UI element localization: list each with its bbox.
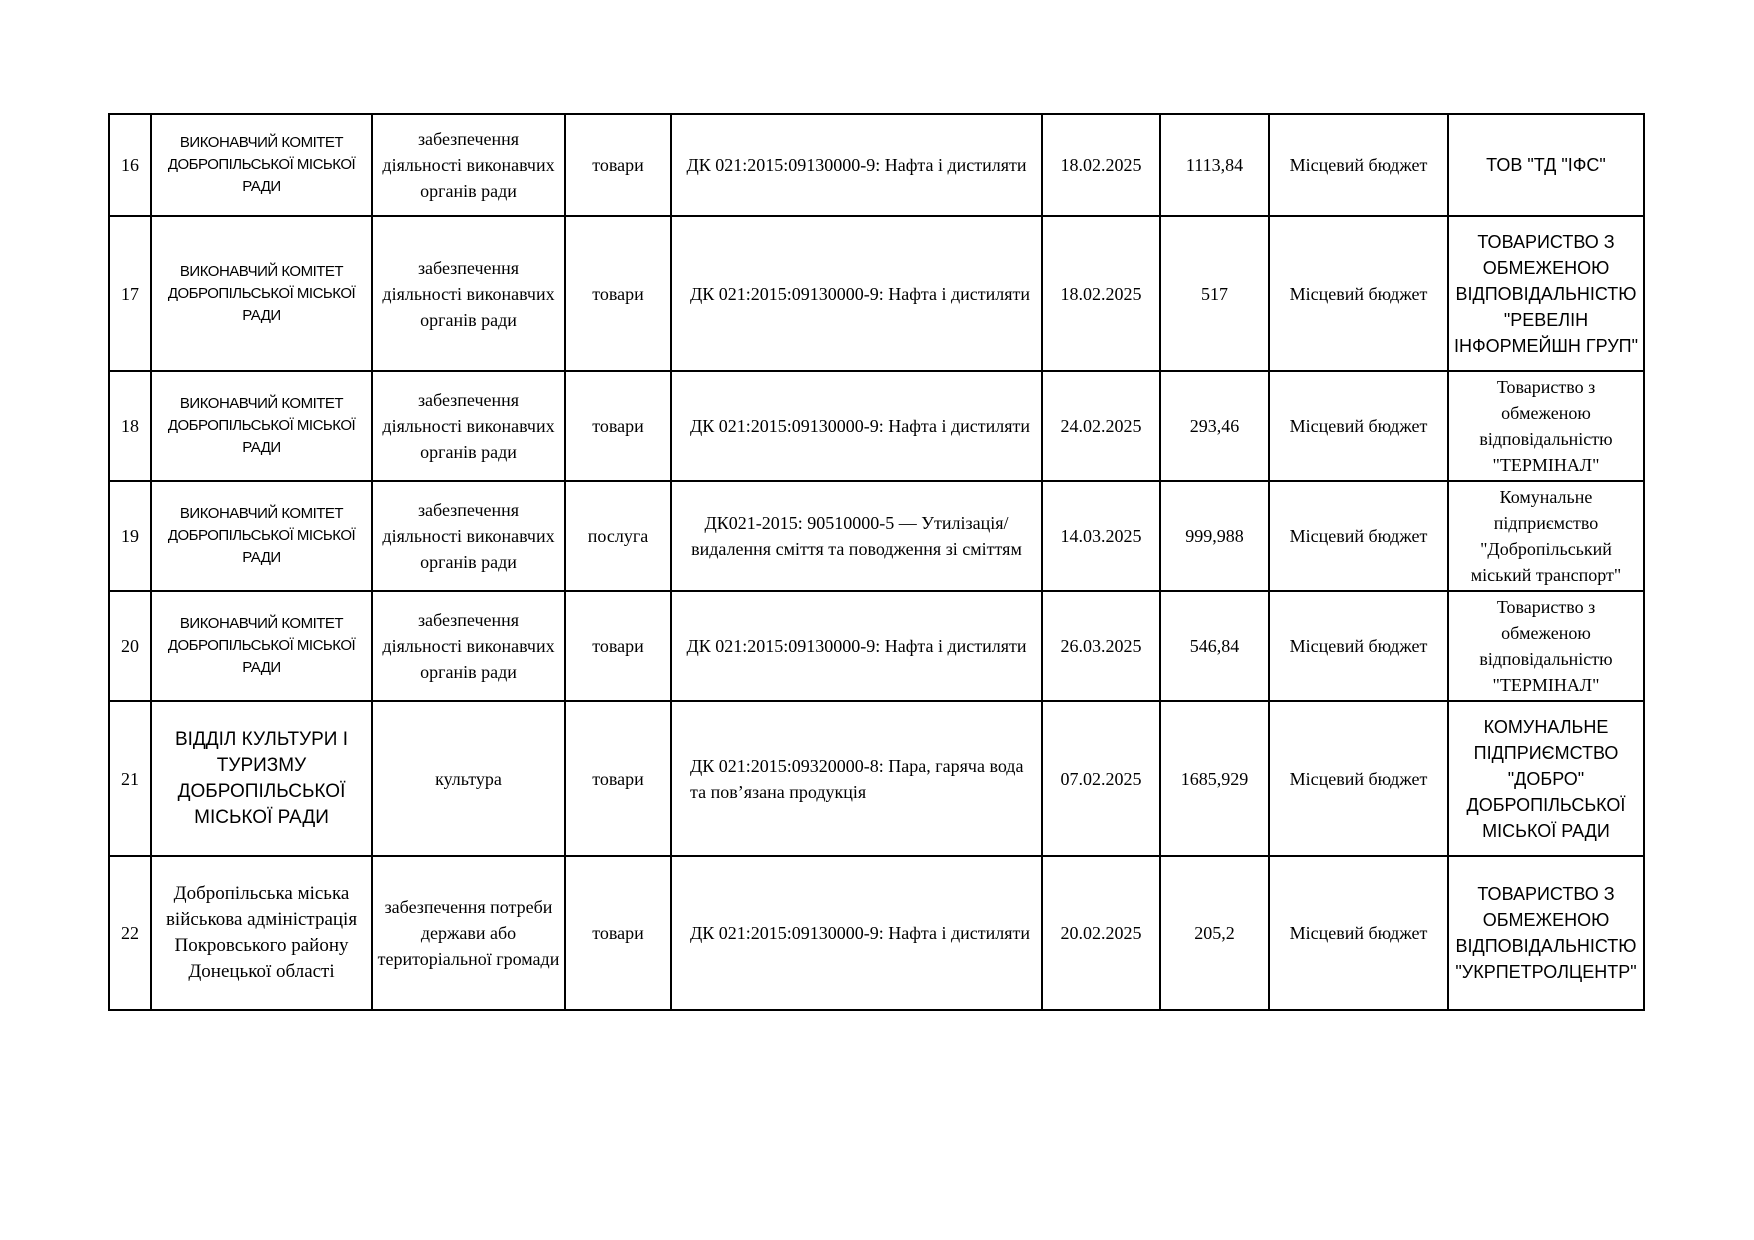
amount-cell: 517 [1160,216,1269,371]
date-cell: 14.03.2025 [1042,481,1160,591]
dk-code-cell: ДК 021:2015:09320000-8: Пара, гаряча вода та пов’язана продукція [671,701,1042,856]
type-cell: товари [565,216,671,371]
type-cell: товари [565,701,671,856]
purpose-cell: забезпечення діяльності виконавчих органів ради [372,591,565,701]
row-number: 18 [109,371,151,481]
table-row [109,856,1644,1010]
funding-cell: Місцевий бюджет [1269,856,1448,1010]
row-number: 17 [109,216,151,371]
funding-cell: Місцевий бюджет [1269,371,1448,481]
type-cell: товари [565,114,671,216]
organization-cell: ВІДДІЛ КУЛЬТУРИ І ТУРИЗМУ ДОБРОПІЛЬСЬКОЇ МІСЬКОЇ РАДИ [151,701,372,856]
funding-cell: Місцевий бюджет [1269,114,1448,216]
type-cell: товари [565,371,671,481]
purpose-cell: забезпечення діяльності виконавчих органів ради [372,481,565,591]
type-cell: послуга [565,481,671,591]
dk-code-cell: ДК 021:2015:09130000-9: Нафта і дистиляти [671,856,1042,1010]
supplier-cell: ТОВ "ТД "ІФС" [1448,114,1644,216]
table-row [109,371,1644,481]
supplier-cell: Комунальне підприємство "Добропільський міський транспорт" [1448,481,1644,591]
date-cell: 24.02.2025 [1042,371,1160,481]
amount-cell: 1113,84 [1160,114,1269,216]
supplier-cell: ТОВАРИСТВО З ОБМЕЖЕНОЮ ВІДПОВІДАЛЬНІСТЮ "РЕВЕЛІН ІНФОРМЕЙШН ГРУП" [1448,216,1644,371]
supplier-cell: Товариство з обмеженою відповідальністю "ТЕРМІНАЛ" [1448,591,1644,701]
dk-code-cell: ДК 021:2015:09130000-9: Нафта і дистиляти [671,591,1042,701]
amount-cell: 546,84 [1160,591,1269,701]
supplier-cell: КОМУНАЛЬНЕ ПІДПРИЄМСТВО "ДОБРО" ДОБРОПІЛЬСЬКОЇ МІСЬКОЇ РАДИ [1448,701,1644,856]
table-row [109,481,1644,591]
funding-cell: Місцевий бюджет [1269,216,1448,371]
date-cell: 07.02.2025 [1042,701,1160,856]
purpose-cell: забезпечення потреби держави або територіальної громади [372,856,565,1010]
table-row [109,216,1644,371]
organization-cell: ВИКОНАВЧИЙ КОМІТЕТ ДОБРОПІЛЬСЬКОЇ МІСЬКОЇ РАДИ [151,481,372,591]
amount-cell: 1685,929 [1160,701,1269,856]
amount-cell: 293,46 [1160,371,1269,481]
type-cell: товари [565,856,671,1010]
purpose-cell: культура [372,701,565,856]
dk-code-cell: ДК021-2015: 90510000-5 — Утилізація/видалення сміття та поводження зі сміттям [671,481,1042,591]
date-cell: 18.02.2025 [1042,114,1160,216]
organization-cell: ВИКОНАВЧИЙ КОМІТЕТ ДОБРОПІЛЬСЬКОЇ МІСЬКОЇ РАДИ [151,216,372,371]
dk-code-cell: ДК 021:2015:09130000-9: Нафта і дистиляти [671,114,1042,216]
funding-cell: Місцевий бюджет [1269,701,1448,856]
supplier-cell: ТОВАРИСТВО З ОБМЕЖЕНОЮ ВІДПОВІДАЛЬНІСТЮ "УКРПЕТРОЛЦЕНТР" [1448,856,1644,1010]
date-cell: 18.02.2025 [1042,216,1160,371]
procurement-table [108,113,1645,1011]
amount-cell: 999,988 [1160,481,1269,591]
amount-cell: 205,2 [1160,856,1269,1010]
organization-cell: Добропільська міська військова адміністрація Покровського району Донецької області [151,856,372,1010]
table-row [109,591,1644,701]
dk-code-cell: ДК 021:2015:09130000-9: Нафта і дистиляти [671,216,1042,371]
organization-cell: ВИКОНАВЧИЙ КОМІТЕТ ДОБРОПІЛЬСЬКОЇ МІСЬКОЇ РАДИ [151,114,372,216]
funding-cell: Місцевий бюджет [1269,591,1448,701]
purpose-cell: забезпечення діяльності виконавчих органів ради [372,216,565,371]
row-number: 21 [109,701,151,856]
row-number: 16 [109,114,151,216]
table-row [109,114,1644,216]
purpose-cell: забезпечення діяльності виконавчих органів ради [372,371,565,481]
organization-cell: ВИКОНАВЧИЙ КОМІТЕТ ДОБРОПІЛЬСЬКОЇ МІСЬКОЇ РАДИ [151,591,372,701]
type-cell: товари [565,591,671,701]
table-row [109,701,1644,856]
row-number: 20 [109,591,151,701]
purpose-cell: забезпечення діяльності виконавчих органів ради [372,114,565,216]
date-cell: 26.03.2025 [1042,591,1160,701]
row-number: 19 [109,481,151,591]
dk-code-cell: ДК 021:2015:09130000-9: Нафта і дистиляти [671,371,1042,481]
organization-cell: ВИКОНАВЧИЙ КОМІТЕТ ДОБРОПІЛЬСЬКОЇ МІСЬКОЇ РАДИ [151,371,372,481]
date-cell: 20.02.2025 [1042,856,1160,1010]
row-number: 22 [109,856,151,1010]
funding-cell: Місцевий бюджет [1269,481,1448,591]
supplier-cell: Товариство з обмеженою відповідальністю "ТЕРМІНАЛ" [1448,371,1644,481]
